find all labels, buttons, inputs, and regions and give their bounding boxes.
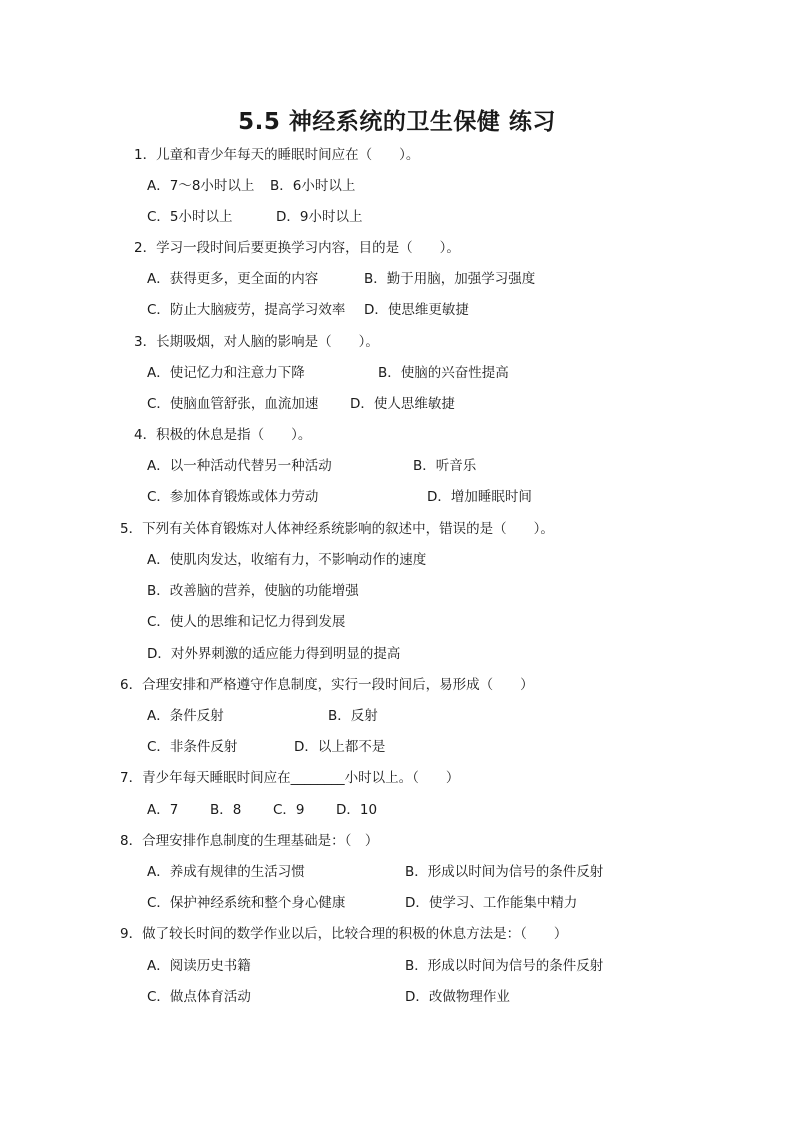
question-4-option-d: D．增加睡眠时间 [427, 489, 532, 505]
question-7-option-c: C．9 [273, 802, 305, 818]
question-5-option-b: B．改善脑的营养，使脑的功能增强 [147, 583, 359, 599]
question-7-option-d: D．10 [336, 802, 378, 818]
question-3-option-d: D．使人思维敏捷 [350, 396, 455, 412]
question-3-option-b: B．使脑的兴奋性提高 [378, 365, 509, 381]
question-6-option-c: C．非条件反射 [147, 739, 238, 755]
question-9-option-b: B．形成以时间为信号的条件反射 [405, 958, 604, 974]
question-1-stem: 1．儿童和青少年每天的睡眠时间应在（ ）。 [134, 147, 420, 163]
question-2-option-b: B．勤于用脑，加强学习强度 [364, 271, 536, 287]
question-9-stem: 9．做了较长时间的数学作业以后，比较合理的积极的休息方法是：（ ） [120, 926, 568, 942]
question-8-option-a: A．养成有规律的生活习惯 [147, 864, 305, 880]
question-8-option-d: D．使学习、工作能集中精力 [405, 895, 578, 911]
page-title: 5.5 神经系统的卫生保健 练习 [238, 109, 556, 135]
question-8-stem: 8．合理安排作息制度的生理基础是：（ ） [120, 833, 379, 849]
question-1-option-d: D．9小时以上 [276, 209, 363, 225]
question-8-option-b: B．形成以时间为信号的条件反射 [405, 864, 604, 880]
question-7-option-a: A．7 [147, 802, 179, 818]
question-3-option-a: A．使记忆力和注意力下降 [147, 365, 305, 381]
question-1-option-b: B．6小时以上 [270, 178, 356, 194]
question-8-option-c: C．保护神经系统和整个身心健康 [147, 895, 346, 911]
question-4-stem: 4．积极的休息是指（ ）。 [134, 427, 312, 443]
question-9-option-d: D．改做物理作业 [405, 989, 510, 1005]
question-5-option-d: D．对外界刺激的适应能力得到明显的提高 [147, 646, 401, 662]
question-3-option-c: C．使脑血管舒张，血流加速 [147, 396, 319, 412]
question-5-option-a: A．使肌肉发达，收缩有力，不影响动作的速度 [147, 552, 427, 568]
question-2-option-c: C．防止大脑疲劳，提高学习效率 [147, 302, 346, 318]
question-3-stem: 3．长期吸烟，对人脑的影响是（ ）。 [134, 334, 379, 350]
question-7-stem: 7．青少年每天睡眠时间应在________小时以上。（ ） [120, 770, 460, 786]
question-2-option-a: A．获得更多，更全面的内容 [147, 271, 319, 287]
question-2-stem: 2．学习一段时间后要更换学习内容，目的是（ ）。 [134, 240, 460, 256]
question-2-option-d: D．使思维更敏捷 [364, 302, 469, 318]
question-4-option-b: B．听音乐 [413, 458, 477, 474]
question-1-option-a: A．7～8小时以上 [147, 178, 255, 194]
question-6-option-a: A．条件反射 [147, 708, 224, 724]
question-1-option-c: C．5小时以上 [147, 209, 233, 225]
question-9-option-a: A．阅读历史书籍 [147, 958, 251, 974]
question-5-stem: 5．下列有关体育锻炼对人体神经系统影响的叙述中，错误的是（ ）。 [120, 521, 554, 537]
question-9-option-c: C．做点体育活动 [147, 989, 251, 1005]
question-6-option-d: D．以上都不是 [294, 739, 386, 755]
question-4-option-c: C．参加体育锻炼或体力劳动 [147, 489, 319, 505]
question-4-option-a: A．以一种活动代替另一种活动 [147, 458, 332, 474]
question-6-stem: 6．合理安排和严格遵守作息制度，实行一段时间后，易形成（ ） [120, 677, 534, 693]
question-5-option-c: C．使人的思维和记忆力得到发展 [147, 614, 346, 630]
question-6-option-b: B．反射 [328, 708, 378, 724]
question-7-option-b: B．8 [210, 802, 242, 818]
